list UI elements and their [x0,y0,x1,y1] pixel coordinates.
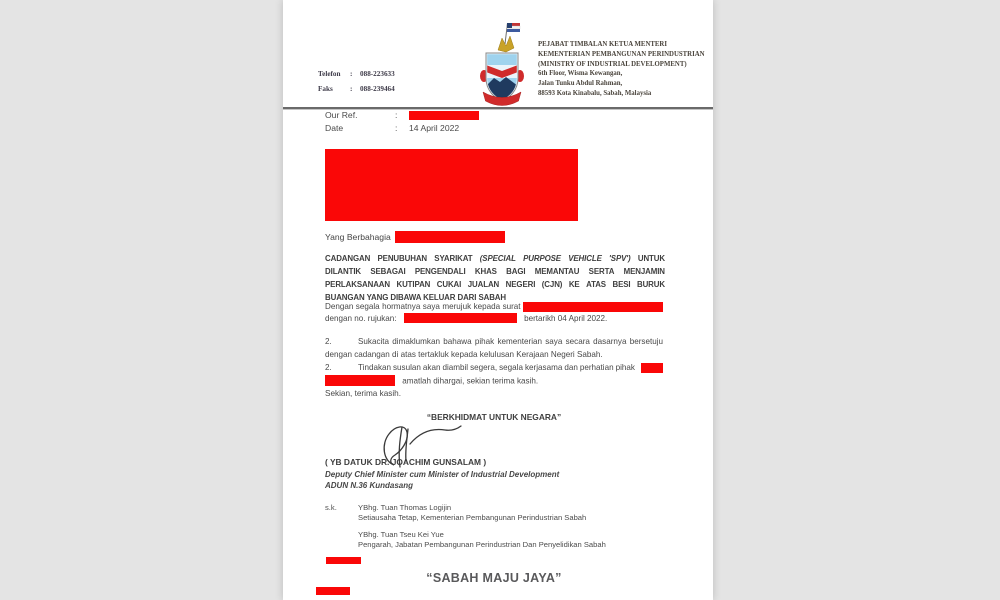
our-ref-row [325,109,479,122]
faks-colon: : [350,85,353,93]
office-line: KEMENTERIAN PEMBANGUNAN PERINDUSTRIAN [538,50,705,58]
signatory-name: ( YB DATUK DR. JOACHIM GUNSALAM ) [325,457,487,467]
reference-block [325,109,479,134]
telefon-label: Telefon [318,70,341,78]
paragraph-2-line-1 [325,336,663,349]
date-value: 14 April 2022 [409,122,460,133]
paragraph-3 [325,362,663,388]
contact-telefon [318,67,395,82]
redaction-block [641,363,663,373]
redaction-block [325,149,578,221]
redaction-block [325,375,395,386]
paragraph-number: 2. [325,363,332,372]
paragraph-3-line-2 [325,375,663,388]
redaction-block [523,302,663,312]
signatory-block [325,457,559,492]
signatory-title-2: ADUN N.36 Kundasang [325,481,414,491]
sabah-coat-of-arms-icon [476,20,528,106]
faks-value: 088-239464 [360,85,395,93]
paragraph-3-text: Tindakan susulan akan diambil segera, segala kerjasama dan perhatian pihak [358,362,663,375]
subject-line: DILANTIK SEBAGAI PENGENDALI KHAS BAGI MEMANTAU SERTA MENJAMIN [325,267,665,276]
date-colon: : [395,122,398,133]
closing-line: Sekian, terima kasih. [325,389,401,398]
redaction-block [316,587,350,595]
cc-entries [358,503,606,551]
subject-heading [325,252,665,304]
subject-line: CADANGAN PENUBUHAN SYARIKAT (SPECIAL PURPOSE VEHICLE 'SPV') UNTUK [325,254,665,263]
redaction-block [326,557,361,564]
letter-page [283,0,713,600]
subject-line: PERLAKSANAAN KUTIPAN CUKAI JUALAN NEGERI (CJN) KE ATAS BESI BURUK [325,280,665,289]
office-line: Jalan Tunku Abdul Rahman, [538,80,623,88]
paragraph-1 [325,300,663,326]
signatory-title-1: Deputy Chief Minister cum Minister of Industrial Development [325,469,560,479]
salutation-text: Yang Berbahagia [325,232,391,242]
subject-line: BUANGAN YANG DIBAWA KELUAR DARI SABAH [325,293,507,302]
salutation-line [325,231,505,243]
redaction-block [404,313,517,323]
paragraph-1-line-1: Dengan segala hormatnya saya merujuk kepada surat [325,300,663,313]
cc-block [325,503,606,551]
letterhead-contact [318,67,395,97]
cc-entry-1-name: YBhg. Tuan Thomas Logijin [358,503,452,512]
cc-entry-1-title: Setiausaha Tetap, Kementerian Pembangunan Perindustrian Sabah [358,513,587,523]
paragraph-3-line-1 [325,362,663,375]
office-line: 6th Floor, Wisma Kewangan, [538,70,623,78]
telefon-colon: : [350,70,353,78]
our-ref-label: Our Ref. [325,110,358,120]
letterhead-office-block [538,40,705,99]
our-ref-colon: : [395,110,398,120]
office-line: (MINISTRY OF INDUSTRIAL DEVELOPMENT) [538,60,687,68]
cc-label: s.k. [325,503,337,512]
paragraph-number: 2. [325,337,332,346]
para1-line2-pre: dengan no. rujukan: [325,314,397,323]
contact-faks [318,82,395,97]
para3-line2-post: amatlah dihargai, sekian terima kasih. [402,376,539,386]
cc-entry-2-name: YBhg. Tuan Tseu Kei Yue [358,529,444,539]
paragraph-2-text: Sukacita dimaklumkan bahawa pihak kementerian saya secara dasarnya bersetuju [358,337,663,346]
para1-line2-post: bertarikh 04 April 2022. [524,314,608,323]
paragraph-1-line-2 [325,313,663,326]
footer-motto: “SABAH MAJU JAYA” [426,571,562,585]
faks-label: Faks [318,85,333,93]
cc-entry-2-title: Pengarah, Jabatan Pembangunan Perindustrian Dan Penyelidikan Sabah [358,540,606,550]
office-line: 88593 Kota Kinabalu, Sabah, Malaysia [538,89,652,97]
telefon-value: 088-223633 [360,70,395,78]
redaction-block [409,111,479,121]
service-motto: “BERKHIDMAT UNTUK NEGARA” [426,412,562,422]
office-line: PEJABAT TIMBALAN KETUA MENTERI [538,41,667,48]
paragraph-2-line-2: dengan cadangan di atas tertakluk kepada kelulusan Kerajaan Negeri Sabah. [325,349,603,359]
date-label: Date [325,122,344,133]
paragraph-2 [325,336,663,362]
redaction-block [395,231,505,243]
date-row [325,122,479,135]
